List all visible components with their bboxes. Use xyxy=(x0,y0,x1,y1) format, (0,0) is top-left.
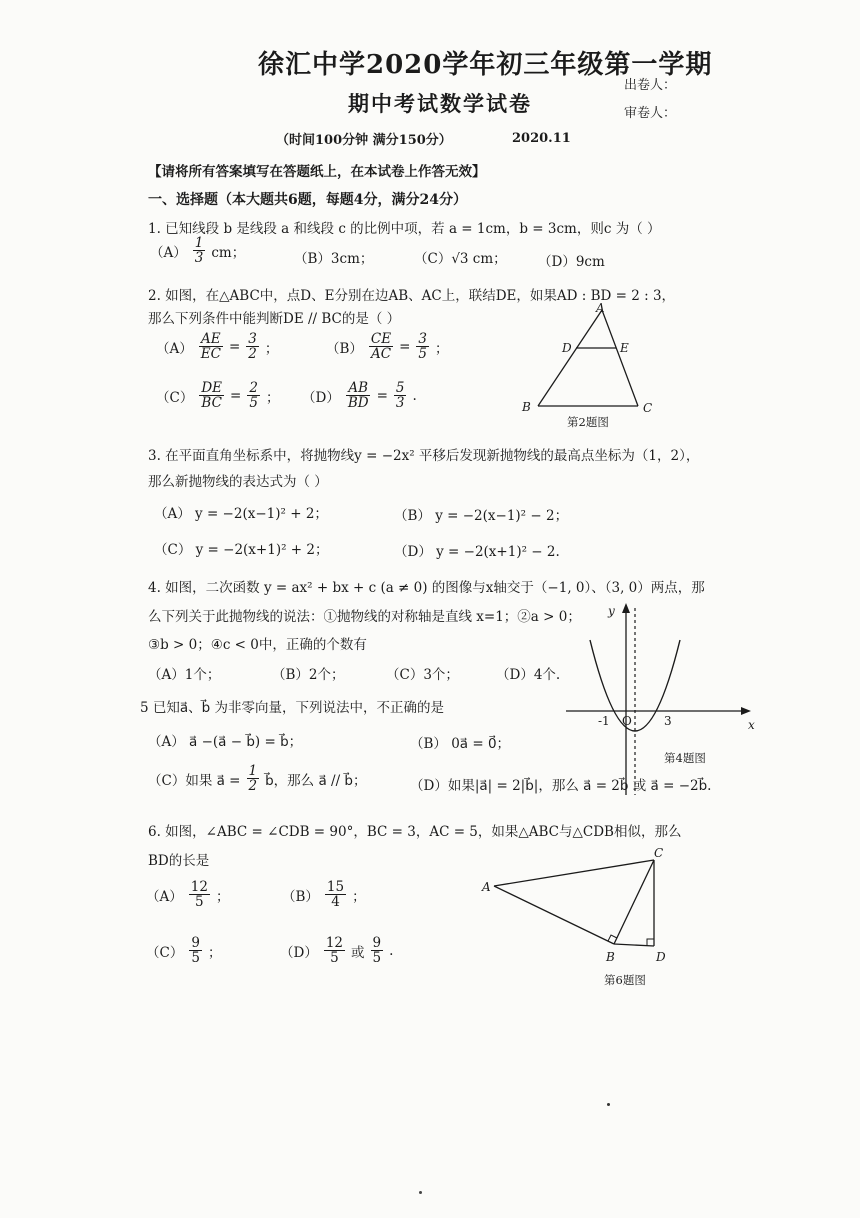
q4-option-b: （B）2个； xyxy=(272,667,345,683)
q4-option-a: （A）1个； xyxy=(148,667,221,683)
reviewer-label: 审卷人： xyxy=(624,106,677,121)
fraction-denominator: 3 xyxy=(194,250,204,267)
q2-stem-line1: 2. 如图，在△ABC中，点D、E分别在边AB、AC上，联结DE，如果AD : BD = 2 : 3， xyxy=(148,288,676,304)
q5-option-c-post: b⃗，那么 a⃗ // b⃗； xyxy=(265,772,367,789)
fraction-numerator: 2 xyxy=(249,380,258,396)
fraction-numerator: 9 xyxy=(372,935,382,951)
fraction-denominator: BD xyxy=(347,395,369,412)
q2-option-a-ratio xyxy=(199,332,223,361)
exam-subtitle: 期中考试数学试卷 xyxy=(348,91,532,116)
fraction-numerator: 3 xyxy=(248,331,257,347)
setter-label: 出卷人： xyxy=(624,78,677,93)
q5-option-c-pre: （C）如果 a⃗ = xyxy=(148,772,241,789)
q1-option-d: （D）9cm xyxy=(538,254,605,270)
fraction-denominator: 4 xyxy=(331,894,340,911)
fraction-numerator: 12 xyxy=(190,879,208,895)
segment-ab xyxy=(494,886,614,944)
fraction-numerator: 1 xyxy=(248,763,258,779)
q4-stem-line2: 么下列关于此抛物线的说法：①抛物线的对称轴是直线 x=1；②a > 0； xyxy=(148,609,581,625)
q2-option-b-label: （B） xyxy=(326,340,363,357)
q6-triangle-figure xyxy=(480,850,680,960)
q6-option-c-fraction xyxy=(189,936,202,965)
q4-stem-line1: 4. 如图，二次函数 y = ax² + bx + c (a ≠ 0) 的图像与x轴交于（−1, 0）、（3, 0）两点，那 xyxy=(148,580,705,596)
q4-label-three: 3 xyxy=(664,714,672,728)
fraction-numerator: 9 xyxy=(191,935,200,951)
q5-option-c xyxy=(148,764,366,793)
fraction-numerator: 5 xyxy=(395,380,405,396)
q6-label-b: B xyxy=(606,950,615,964)
q6-figure-caption: 第6题图 xyxy=(604,973,646,987)
q6-option-d-or: 或 xyxy=(351,944,365,961)
segment-ac xyxy=(494,860,654,886)
q5-stem: 5 已知a⃗、b⃗ 为非零向量，下列说法中，不正确的是 xyxy=(140,700,445,716)
q2-label-e: E xyxy=(620,341,629,355)
q1-stem: 1. 已知线段 b 是线段 a 和线段 c 的比例中项，若 a = 1cm，b = 3cm，则c 为（ ） xyxy=(148,221,661,237)
q2-option-d-end: . xyxy=(412,387,417,404)
q2-label-a: A xyxy=(596,301,605,315)
q4-label-origin: O xyxy=(622,714,632,728)
q2-option-c-ratio xyxy=(199,381,224,410)
q5-option-c-fraction xyxy=(247,764,260,793)
right-angle-d xyxy=(647,939,654,946)
q3-option-c: （C） y = −2(x+1)² + 2； xyxy=(154,542,329,558)
q2-option-d-label: （D） xyxy=(302,389,340,406)
q6-label-c: C xyxy=(654,846,664,860)
fraction-numerator: 12 xyxy=(325,935,344,951)
exam-title: 徐汇中学2020学年初三年级第一学期 xyxy=(258,50,713,80)
q6-option-a-label: （A） xyxy=(146,888,183,905)
fraction-denominator: 5 xyxy=(195,894,204,911)
q4-parabola-figure xyxy=(560,600,760,800)
q6-stem-line1: 6. 如图，∠ABC = ∠CDB = 90°，BC = 3，AC = 5，如果△ABC与△CDB相似，那么 xyxy=(148,824,682,840)
q1-option-a-fraction xyxy=(193,236,206,265)
q4-figure-caption: 第4题图 xyxy=(664,751,706,765)
q2-option-d-ratio xyxy=(346,381,371,410)
x-axis-arrow xyxy=(741,707,751,715)
q2-option-c-end: ； xyxy=(265,389,280,406)
q4-label-y: y xyxy=(608,604,615,618)
q4-label-x: x xyxy=(748,718,755,732)
fraction-denominator: 5 xyxy=(330,950,339,967)
q6-option-c-end: ； xyxy=(207,944,222,961)
q2-option-a-end: ； xyxy=(264,340,279,357)
q4-option-d: （D）4个. xyxy=(496,667,561,683)
q2-label-b: B xyxy=(522,400,531,414)
q2-option-d: （D） $\frac{AB}{BD}$ = $\frac{5}{3}$ . xyxy=(302,380,417,412)
q1-option-a-unit: cm； xyxy=(211,244,246,261)
fraction-denominator: 5 xyxy=(249,395,258,412)
scan-speck xyxy=(419,1191,422,1194)
segment-bc xyxy=(614,860,654,944)
q1-option-a-label: （A） xyxy=(150,244,187,261)
q2-option-a-value xyxy=(246,332,259,361)
segment-ab xyxy=(538,310,602,406)
q6-option-b-end: ； xyxy=(352,888,366,905)
exam-date: 2020.11 xyxy=(512,131,571,146)
q2-option-b: （B） $\frac{CE}{AC}$ = $\frac{3}{5}$ ； xyxy=(326,331,449,363)
section-heading: 一、选择题（本大题共6题，每题4分，满分24分） xyxy=(148,192,467,208)
fraction-denominator: AC xyxy=(370,346,392,363)
q6-option-c xyxy=(146,936,221,965)
q4-option-c: （C）3个； xyxy=(386,667,459,683)
fraction-numerator: 15 xyxy=(326,879,345,895)
q5-option-b: （B） 0a⃗ = 0⃗； xyxy=(410,736,511,752)
q6-option-d xyxy=(280,936,393,965)
q6-label-a: A xyxy=(482,880,491,894)
fraction-denominator: 5 xyxy=(418,346,428,363)
fraction-numerator: DE xyxy=(201,380,223,396)
fraction-numerator: AE xyxy=(201,331,221,347)
segment-bd xyxy=(614,944,654,946)
q2-option-c: （C） $\frac{DE}{BC}$ = $\frac{2}{5}$ ； xyxy=(156,380,280,412)
q2-option-c-value xyxy=(247,381,260,410)
exam-info: （时间100分钟 满分150分） xyxy=(276,133,452,148)
q2-label-d: D xyxy=(562,341,572,355)
q2-option-a-label: （A） xyxy=(156,340,193,357)
fraction-denominator: 2 xyxy=(248,778,258,795)
q2-stem-line2: 那么下列条件中能判断DE // BC的是（ ） xyxy=(148,311,401,327)
q4-stem-line3: ③b > 0；④c < 0中，正确的个数有 xyxy=(148,637,367,653)
q2-option-b-ratio xyxy=(369,332,393,361)
segment-ac xyxy=(602,310,638,406)
q6-option-b-fraction xyxy=(325,880,346,909)
q6-option-b xyxy=(282,880,366,909)
q2-option-a: （A） $\frac{AE}{EC}$ = $\frac{3}{2}$ ； xyxy=(156,331,279,363)
q2-option-d-value xyxy=(394,381,407,410)
y-axis-arrow xyxy=(622,603,630,613)
fraction-denominator: 5 xyxy=(372,950,382,967)
q6-option-a-fraction xyxy=(189,880,210,909)
q3-stem-line2: 那么新抛物线的表达式为（ ） xyxy=(148,474,328,490)
fraction-denominator: EC xyxy=(200,346,221,363)
q6-option-d-fraction-1 xyxy=(324,936,345,965)
q2-label-c: C xyxy=(643,401,653,415)
fraction-numerator: 1 xyxy=(194,235,204,251)
q6-option-a xyxy=(146,880,229,909)
q3-option-d: （D） y = −2(x+1)² − 2. xyxy=(394,544,560,560)
q4-label-minus-one: -1 xyxy=(598,714,610,728)
q3-stem-line1: 3. 在平面直角坐标系中，将抛物线y = −2x² 平移后发现新抛物线的最高点坐标为（1，2）， xyxy=(148,448,700,464)
q6-option-a-end: ； xyxy=(215,888,230,905)
fraction-denominator: 5 xyxy=(191,950,200,967)
q2-triangle-figure xyxy=(520,300,660,415)
fraction-numerator: AB xyxy=(348,380,369,396)
q5-option-a: （A） a⃗ −(a⃗ − b⃗) = b⃗； xyxy=(148,734,303,750)
q3-option-a: （A） y = −2(x−1)² + 2； xyxy=(154,506,328,522)
fraction-denominator: BC xyxy=(201,395,222,412)
fraction-numerator: CE xyxy=(370,331,392,347)
q3-option-b: （B） y = −2(x−1)² − 2； xyxy=(394,508,569,524)
fraction-denominator: 3 xyxy=(395,395,405,412)
q6-option-d-end: . xyxy=(389,942,394,959)
q5-option-d: （D）如果|a⃗| = 2|b⃗|，那么 a⃗ = 2b⃗ 或 a⃗ = −2b⃗. xyxy=(410,778,712,794)
q2-option-b-end: ； xyxy=(435,340,449,357)
q6-stem-line2: BD的长是 xyxy=(148,853,210,869)
q2-option-c-label: （C） xyxy=(156,389,194,406)
scan-speck xyxy=(607,1103,610,1106)
q1-option-b: （B）3cm； xyxy=(294,251,374,267)
fraction-numerator: 3 xyxy=(418,331,428,347)
q1-option-a xyxy=(150,236,245,265)
q1-option-c: （C）√3 cm； xyxy=(414,251,507,267)
fraction-denominator: 2 xyxy=(248,346,257,363)
q6-option-d-fraction-2 xyxy=(371,936,384,965)
q6-option-d-label: （D） xyxy=(280,944,318,961)
answer-notice: 【请将所有答案填写在答题纸上，在本试卷上作答无效】 xyxy=(148,164,486,180)
q6-option-b-label: （B） xyxy=(282,888,319,905)
q2-figure-caption: 第2题图 xyxy=(567,415,609,429)
q6-option-c-label: （C） xyxy=(146,944,184,961)
q6-label-d: D xyxy=(656,950,666,964)
q2-option-b-value xyxy=(416,332,429,361)
